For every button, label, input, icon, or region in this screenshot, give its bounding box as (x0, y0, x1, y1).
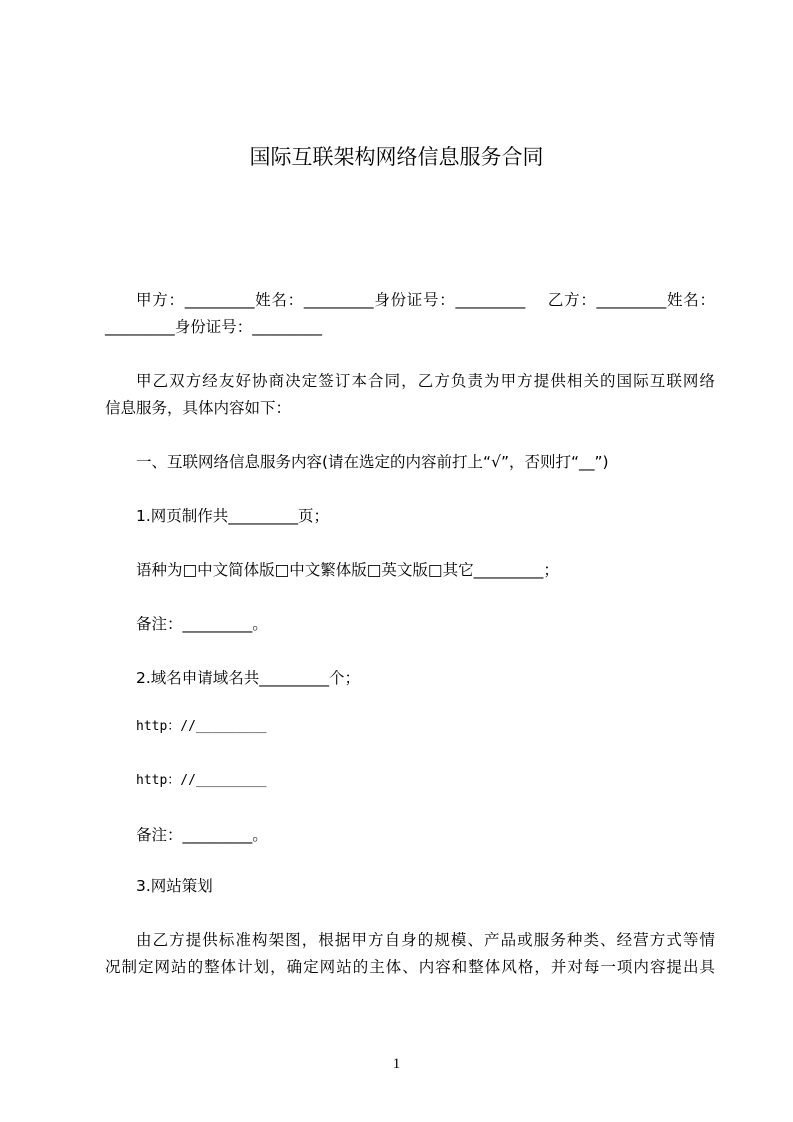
page-number: 1 (392, 1056, 401, 1072)
item-planning-heading: 3.网站策划 (136, 877, 213, 895)
planning-line-2: 况制定网站的整体计划，确定网站的主体、内容和整体风格，并对每一项内容提出具 (105, 958, 715, 976)
section-1-heading: 一、互联网络信息服务内容(请在选定的内容前打上“√”，否则打“__”) (136, 453, 609, 471)
item-language: 语种为□中文简体版□中文繁体版□英文版□其它_________； (136, 561, 559, 579)
item-note-2: 备注：_________。 (136, 826, 268, 844)
parties-line-2: _________身份证号：_________ (105, 318, 323, 336)
item-pages: 1.网页制作共_________页； (136, 507, 330, 525)
document-title: 国际互联架构网络信息服务合同 (249, 145, 544, 169)
item-domains: 2.域名申请域名共_________个； (136, 669, 361, 687)
intro-line-1: 甲乙双方经友好协商决定签订本合同，乙方负责为甲方提供相关的国际互联网络 (136, 372, 715, 390)
item-note-1: 备注：_________。 (136, 615, 268, 633)
parties-line-1: 甲方：_________姓名：_________身份证号：_________ 乙方：_________姓名： (136, 291, 715, 309)
planning-line-1: 由乙方提供标准构架图，根据甲方自身的规模、产品或服务种类、经营方式等情 (136, 931, 715, 949)
item-url-2: http：//_________ (136, 773, 267, 788)
intro-line-2: 信息服务，具体内容如下： (105, 399, 292, 417)
item-url-1: http：//_________ (136, 719, 267, 734)
